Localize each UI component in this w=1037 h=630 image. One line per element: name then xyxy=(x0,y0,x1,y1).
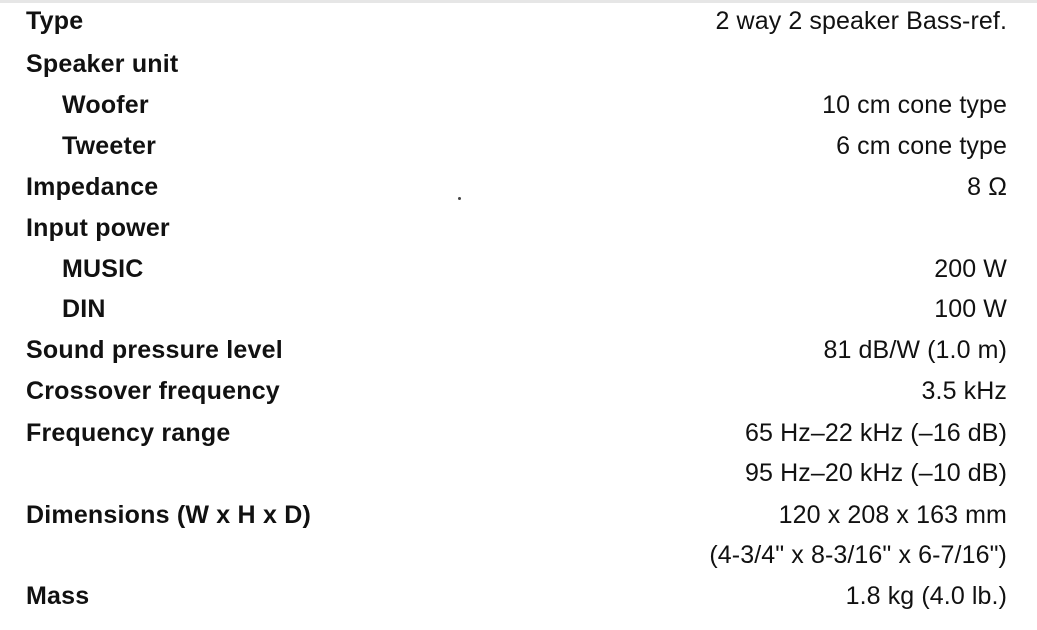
spec-label: Sound pressure level xyxy=(26,336,283,364)
spec-label: Tweeter xyxy=(62,132,157,160)
spec-label: Type xyxy=(26,7,84,35)
spec-value: 6 cm cone type xyxy=(836,132,1007,160)
spec-label: Speaker unit xyxy=(26,50,179,78)
spec-value: (4-3/4" x 8-3/16" x 6-7/16") xyxy=(709,541,1007,569)
spec-row-frequency-range-continued xyxy=(0,454,1037,492)
spec-row-din xyxy=(0,290,1037,328)
spec-row-dimensions xyxy=(0,496,1037,534)
spec-value: 81 dB/W (1.0 m) xyxy=(823,336,1007,364)
spec-row-mass xyxy=(0,577,1037,615)
spec-label: MUSIC xyxy=(62,255,144,283)
spec-value: 3.5 kHz xyxy=(921,377,1007,405)
spec-row-sound-pressure-level xyxy=(0,331,1037,369)
spec-row-input-power xyxy=(0,209,1037,247)
spec-value: 1.8 kg (4.0 lb.) xyxy=(845,582,1007,610)
spec-row-dimensions-inches xyxy=(0,536,1037,574)
spec-label: DIN xyxy=(62,295,106,323)
spec-label: Mass xyxy=(26,582,90,610)
spec-row-woofer xyxy=(0,86,1037,124)
spec-value: 120 x 208 x 163 mm xyxy=(778,501,1007,529)
spec-value: 100 W xyxy=(934,295,1007,323)
spec-value: 95 Hz–20 kHz (–10 dB) xyxy=(745,459,1007,487)
spec-row-type xyxy=(0,2,1037,40)
spec-value: 8 Ω xyxy=(967,173,1007,201)
spec-value: 65 Hz–22 kHz (–16 dB) xyxy=(745,419,1007,447)
spec-row-impedance xyxy=(0,168,1037,206)
spec-label: Dimensions (W x H x D) xyxy=(26,501,311,529)
spec-row-crossover-frequency xyxy=(0,372,1037,410)
spec-row-tweeter xyxy=(0,127,1037,165)
spec-label: Input power xyxy=(26,214,170,242)
spec-row-speaker-unit xyxy=(0,45,1037,83)
spec-label: Crossover frequency xyxy=(26,377,280,405)
spec-row-frequency-range xyxy=(0,414,1037,452)
spec-label: Frequency range xyxy=(26,419,231,447)
spec-row-music xyxy=(0,250,1037,288)
spec-label: Woofer xyxy=(62,91,149,119)
spec-value: 200 W xyxy=(934,255,1007,283)
spec-value: 2 way 2 speaker Bass-ref. xyxy=(715,7,1007,35)
spec-label: Impedance xyxy=(26,173,159,201)
spec-value: 10 cm cone type xyxy=(822,91,1007,119)
